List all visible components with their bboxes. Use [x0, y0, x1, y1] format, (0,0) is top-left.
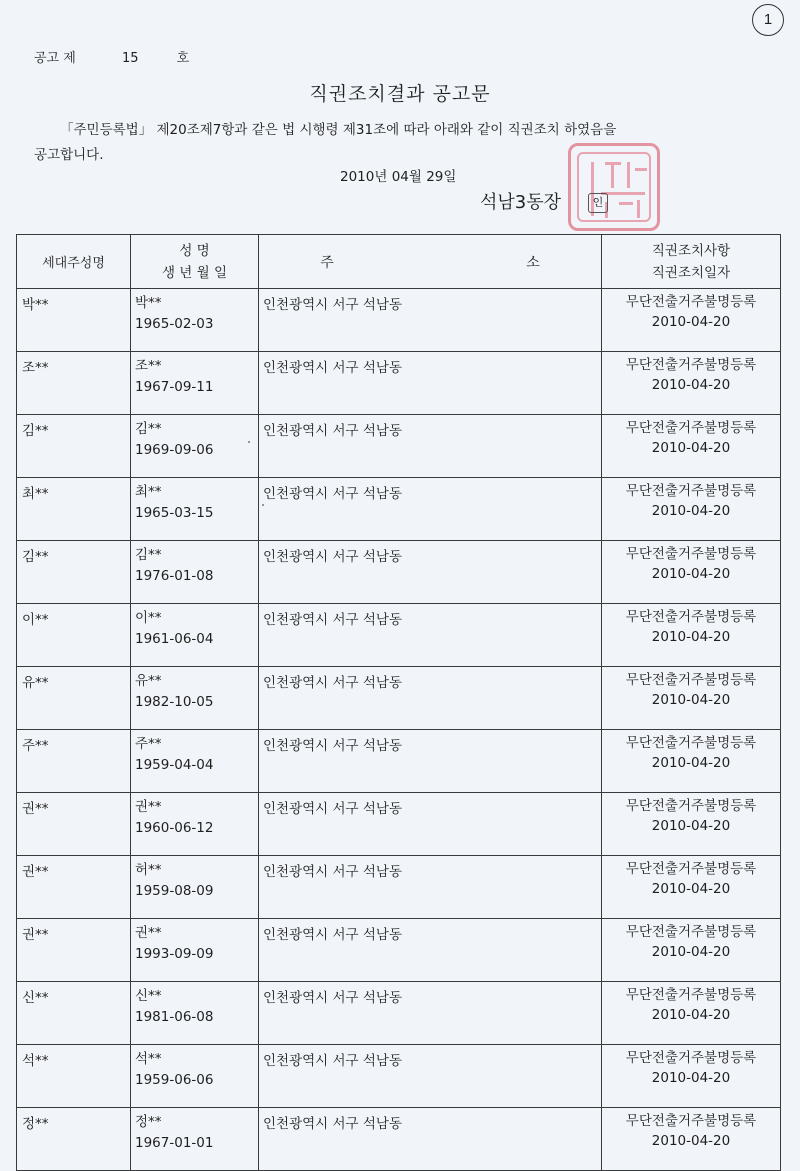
name-birth-cell: [131, 793, 259, 856]
address-cell: 인천광역시 서구 석남동: [259, 415, 602, 478]
intro-line-2: 공고합니다.: [34, 147, 104, 163]
address-cell: 인천광역시 서구 석남동: [259, 793, 602, 856]
address-cell: 인천광역시 서구 석남동: [259, 730, 602, 793]
action-cell: [602, 1108, 781, 1171]
birth-date: 1981-06-08: [135, 1009, 214, 1025]
person-name: 권**: [135, 799, 162, 815]
birth-date: 1993-09-09: [135, 946, 214, 962]
name-birth-cell: [131, 541, 259, 604]
address-cell: 인천광역시 서구 석남동: [259, 1045, 602, 1108]
person-name: 유**: [135, 673, 162, 689]
name-birth-cell: [131, 352, 259, 415]
signer-title: 석남3동장: [480, 192, 562, 213]
householder-cell: 권**: [17, 793, 131, 856]
householder-cell: 조**: [17, 352, 131, 415]
action-date: 2010-04-20: [651, 377, 731, 393]
header-birth: 생 년 월 일: [161, 264, 228, 281]
name-birth-cell: [131, 982, 259, 1045]
scan-speck: [248, 441, 250, 443]
table-row: [17, 415, 781, 478]
householder-cell: 권**: [17, 856, 131, 919]
birth-date: 1959-08-09: [135, 883, 214, 899]
householder-cell: 최**: [17, 478, 131, 541]
table-row: [17, 1045, 781, 1108]
header-action: [602, 235, 781, 289]
birth-date: 1961-06-04: [135, 631, 214, 647]
table-row: [17, 478, 781, 541]
table-row: [17, 352, 781, 415]
table-row: [17, 289, 781, 352]
table-row: [17, 856, 781, 919]
table-row: [17, 793, 781, 856]
header-address: [259, 235, 602, 289]
header-householder: 세대주성명: [17, 235, 131, 289]
action-cell: [602, 352, 781, 415]
address-cell: 인천광역시 서구 석남동: [259, 478, 602, 541]
notice-number-value: 15: [121, 51, 139, 66]
official-seal-stamp: [568, 143, 660, 231]
action-date: 2010-04-20: [651, 881, 731, 897]
birth-date: 1965-02-03: [135, 316, 214, 332]
action-type: 무단전출거주불명등록: [625, 294, 757, 310]
action-type: 무단전출거주불명등록: [625, 798, 757, 814]
action-cell: [602, 982, 781, 1045]
action-date: 2010-04-20: [651, 314, 731, 330]
table-row: [17, 919, 781, 982]
action-date: 2010-04-20: [651, 629, 731, 645]
table-row: [17, 982, 781, 1045]
notice-suffix: 호: [176, 51, 190, 66]
birth-date: 1960-06-12: [135, 820, 214, 836]
name-birth-cell: [131, 856, 259, 919]
action-cell: [602, 415, 781, 478]
birth-date: 1982-10-05: [135, 694, 214, 710]
householder-cell: 이**: [17, 604, 131, 667]
document-title: 직권조치결과 공고문: [309, 83, 491, 105]
action-type: 무단전출거주불명등록: [625, 1113, 757, 1129]
action-cell: [602, 289, 781, 352]
address-cell: 인천광역시 서구 석남동: [259, 1108, 602, 1171]
birth-date: 1976-01-08: [135, 568, 214, 584]
notice-number: [34, 47, 189, 66]
person-name: 주**: [135, 736, 162, 752]
action-cell: [602, 478, 781, 541]
table-row: [17, 1108, 781, 1171]
action-date: 2010-04-20: [651, 566, 731, 582]
householder-cell: 주**: [17, 730, 131, 793]
birth-date: 1959-06-06: [135, 1072, 214, 1088]
action-type: 무단전출거주불명등록: [625, 672, 757, 688]
action-date: 2010-04-20: [651, 503, 731, 519]
action-type: 무단전출거주불명등록: [625, 420, 757, 436]
person-name: 이**: [135, 610, 162, 626]
name-birth-cell: [131, 1045, 259, 1108]
name-birth-cell: [131, 604, 259, 667]
action-type: 무단전출거주불명등록: [625, 987, 757, 1003]
name-birth-cell: [131, 919, 259, 982]
action-cell: [602, 856, 781, 919]
name-birth-cell: [131, 478, 259, 541]
intro-line-1: 「주민등록법」 제20조제7항과 같은 법 시행령 제31조에 따라 아래와 같이 직권조치 하였음을: [60, 122, 617, 138]
header-action-type: 직권조치사항: [651, 242, 731, 259]
action-date: 2010-04-20: [651, 1070, 731, 1086]
action-cell: [602, 604, 781, 667]
action-date: 2010-04-20: [651, 818, 731, 834]
table-row: [17, 541, 781, 604]
householder-cell: 정**: [17, 1108, 131, 1171]
householder-cell: 김**: [17, 541, 131, 604]
scan-speck: [262, 504, 264, 506]
birth-date: 1965-03-15: [135, 505, 214, 521]
person-name: 최**: [135, 484, 162, 500]
name-birth-cell: [131, 1108, 259, 1171]
action-cell: [602, 919, 781, 982]
table-header-row: [17, 235, 781, 289]
householder-cell: 석**: [17, 1045, 131, 1108]
action-type: 무단전출거주불명등록: [625, 1050, 757, 1066]
birth-date: 1959-04-04: [135, 757, 214, 773]
table-row: [17, 667, 781, 730]
address-cell: 인천광역시 서구 석남동: [259, 982, 602, 1045]
name-birth-cell: [131, 415, 259, 478]
action-type: 무단전출거주불명등록: [625, 735, 757, 751]
page-number: 1: [752, 4, 784, 36]
header-address-left: 주: [320, 254, 334, 271]
action-cell: [602, 793, 781, 856]
name-birth-cell: [131, 667, 259, 730]
person-name: 조**: [135, 358, 162, 374]
table-row: [17, 604, 781, 667]
person-name: 정**: [135, 1114, 162, 1130]
notice-prefix: 공고 제: [34, 51, 76, 66]
householder-cell: 권**: [17, 919, 131, 982]
address-cell: 인천광역시 서구 석남동: [259, 856, 602, 919]
action-cell: [602, 541, 781, 604]
name-birth-cell: [131, 289, 259, 352]
action-cell: [602, 1045, 781, 1108]
header-action-date: 직권조치일자: [651, 264, 731, 281]
notice-date: 2010년 04월 29일: [340, 169, 457, 185]
birth-date: 1969-09-06: [135, 442, 214, 458]
address-cell: 인천광역시 서구 석남동: [259, 541, 602, 604]
address-cell: 인천광역시 서구 석남동: [259, 919, 602, 982]
action-type: 무단전출거주불명등록: [625, 861, 757, 877]
action-date: 2010-04-20: [651, 944, 731, 960]
header-address-right: 소: [526, 254, 540, 271]
householder-cell: 유**: [17, 667, 131, 730]
action-date: 2010-04-20: [651, 755, 731, 771]
action-type: 무단전출거주불명등록: [625, 924, 757, 940]
person-name: 신**: [135, 988, 162, 1004]
action-type: 무단전출거주불명등록: [625, 357, 757, 373]
action-date: 2010-04-20: [651, 440, 731, 456]
householder-cell: 박**: [17, 289, 131, 352]
action-result-table: [16, 234, 781, 1171]
address-cell: 인천광역시 서구 석남동: [259, 604, 602, 667]
action-cell: [602, 730, 781, 793]
birth-date: 1967-01-01: [135, 1135, 214, 1151]
address-cell: 인천광역시 서구 석남동: [259, 352, 602, 415]
person-name: 김**: [135, 421, 162, 437]
person-name: 허**: [135, 862, 162, 878]
birth-date: 1967-09-11: [135, 379, 214, 395]
action-date: 2010-04-20: [651, 692, 731, 708]
person-name: 박**: [135, 295, 162, 311]
table-row: [17, 730, 781, 793]
person-name: 김**: [135, 547, 162, 563]
action-date: 2010-04-20: [651, 1007, 731, 1023]
signer-seal-mark: 인: [588, 193, 608, 213]
address-cell: 인천광역시 서구 석남동: [259, 289, 602, 352]
person-name: 권**: [135, 925, 162, 941]
header-name: 성 명: [179, 242, 210, 259]
householder-cell: 김**: [17, 415, 131, 478]
address-cell: 인천광역시 서구 석남동: [259, 667, 602, 730]
action-type: 무단전출거주불명등록: [625, 609, 757, 625]
householder-cell: 신**: [17, 982, 131, 1045]
action-type: 무단전출거주불명등록: [625, 483, 757, 499]
person-name: 석**: [135, 1051, 162, 1067]
action-cell: [602, 667, 781, 730]
action-type: 무단전출거주불명등록: [625, 546, 757, 562]
name-birth-cell: [131, 730, 259, 793]
header-name-birth: [131, 235, 259, 289]
action-date: 2010-04-20: [651, 1133, 731, 1149]
